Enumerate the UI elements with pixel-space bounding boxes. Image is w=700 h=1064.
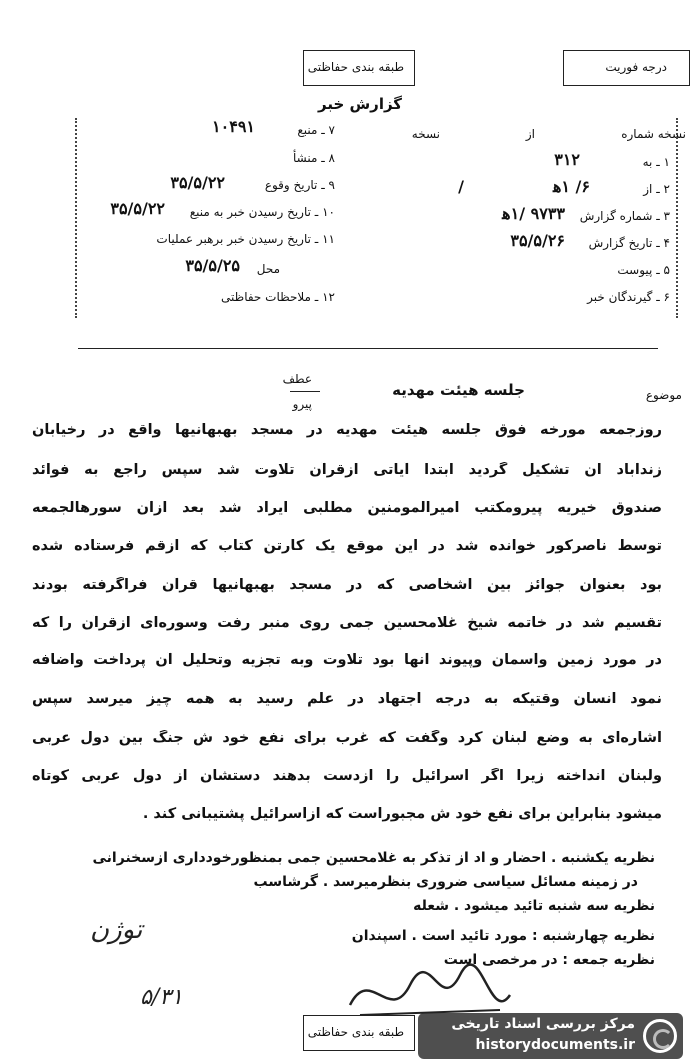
subject-label: موضوع [645, 388, 682, 402]
note-line: نظریه سه شنبه تائید میشود . شعله [413, 898, 655, 914]
field-origin-label: ۸ ـ منشأ [292, 151, 335, 165]
field-occurrence-date-value: ۳۵/۵/۲۲ [170, 173, 225, 192]
note-line: در زمینه مسائل سیاسی ضروری بنظرمیرسد . گرشاسب [253, 874, 638, 890]
reference-atf-label: عطف [282, 372, 312, 386]
copy-of-label: از [525, 127, 535, 141]
body-line: در مورد زمین وآسمان وپیوند آنها بود تلاوت وبه تجزیه وتحلیل آن پرداخت واضافه [32, 652, 662, 668]
field-source-arrival-value: ۳۵/۵/۲۲ [110, 199, 165, 218]
archive-logo-icon [643, 1019, 677, 1053]
field-security-notes-label: ۱۲ ـ ملاحظات حفاظتی [221, 290, 335, 304]
body-line: نمود انسان وقتیکه به درجه اجتهاد در علم رسید به همه چیز میرسد سپس [32, 691, 662, 707]
body-line: روزجمعه مورخه فوق جلسه هیئت مهدیه در مسجد بهبهانیها واقع در رخیابان [32, 422, 662, 438]
copy-label: نسخه [411, 127, 440, 141]
field-to-label: ۱ ـ به [642, 155, 670, 169]
handwritten-signature: تو‌ژن [90, 915, 143, 945]
note-line: نظریه یکشنبه . احضار و اد از تذکر به غلامحسین جمی بمنظورخودداری ازسخنرانی [92, 850, 655, 866]
handwritten-number: ۵/۳۱ [140, 985, 183, 1010]
body-line: تقسیم شد در خاتمه شیخ غلامحسین جمی روی منبر رفت وسوره‌ای ازقرآن را که [32, 615, 662, 631]
body-line: اشاره‌ای به وضع لبنان کرد وگفت که غرب برای نفع خود ش جنگ بین دول عربی [32, 730, 662, 746]
field-from-label: ۲ ـ از [643, 182, 670, 196]
field-recipients-label: ۶ ـ گیرندگان خبر [587, 290, 670, 304]
field-operations-arrival-label: ۱۱ ـ تاریخ رسیدن خبر برهبر عملیات [156, 232, 335, 246]
body-line: بود بعنوان جوائز بین اشخاصی که در مسجد بهبهانیها قرآن فراگرفته بودند [32, 577, 662, 593]
classification-label: طبقه بندی حفاظتی [307, 60, 404, 74]
body-line: میشود بنابراین برای نفع خود ش مجبوراست که ازاسرائیل پشتیبانی کند . [142, 806, 662, 822]
field-attachment-label: ۵ ـ پیوست [617, 263, 670, 277]
header-divider [78, 348, 658, 349]
body-line: زندآباد ان تشکیل گردید ابتدا آیاتی ازقرآن تلاوت شد سپس راجع به فوائد [32, 462, 662, 478]
field-location-label: محل [256, 262, 280, 276]
field-occurrence-date-label: ۹ ـ تاریخ وقوع [264, 178, 335, 192]
body-line: ولبنان انداخته زیرا اگر اسرائیل را ازدست بدهند دستشان از دول عربی کوتاه [32, 768, 662, 784]
watermark-badge [418, 1013, 683, 1059]
subject-divider [290, 391, 320, 392]
classification-box [303, 50, 415, 86]
note-line: نظریه چهارشنبه : مورد تائید است . اسپندان [351, 928, 655, 944]
urgency-box [563, 50, 690, 86]
reference-peyro-label: پیرو [292, 397, 312, 411]
field-report-date-label: ۴ ـ تاریخ گزارش [588, 236, 670, 250]
bottom-classification-box [303, 1015, 415, 1051]
field-from-slash: / [458, 177, 465, 196]
subject-value: جلسه هیئت مهدیه [392, 381, 525, 399]
dotted-separator-left [75, 118, 77, 318]
report-title: گزارش خبر [318, 95, 403, 113]
field-source-value: ۱۰۴۹۱ [212, 117, 255, 136]
copy-number-label: نسخه شماره [621, 127, 686, 141]
field-to-value: ۳۱۲ [554, 150, 580, 169]
body-line: صندوق خیریه پیرومکتب امیرالمومنین مطلبی ایراد شد بعد ازآن سورهالجمعه [32, 500, 662, 516]
field-from-value: ۶/ ۱ه‍ [552, 177, 590, 196]
watermark-url: historydocuments.ir [475, 1037, 635, 1053]
urgency-label: درجه فوریت [605, 60, 667, 74]
field-report-number-value: ۹۷۳۳ /۱ه‍ [502, 204, 565, 223]
field-source-label: ۷ ـ منبع [297, 123, 335, 137]
dotted-separator-right [676, 118, 678, 318]
field-source-arrival-label: ۱۰ ـ تاریخ رسیدن خبر به منبع [189, 205, 335, 219]
body-line: توسط ناصرکور خوانده شد در این موقع یک کارتن کتاب که ازقم فرستاده شده [32, 538, 662, 554]
note-line: نظریه جمعه : در مرخصی است [443, 952, 655, 968]
bottom-classification-label: طبقه بندی حفاظتی [307, 1025, 404, 1039]
field-report-number-label: ۳ ـ شماره گزارش [579, 209, 670, 223]
field-location-value: ۳۵/۵/۲۵ [185, 256, 240, 275]
watermark-persian: مرکز بررسی اسناد تاریخی [451, 1016, 635, 1032]
field-report-date-value: ۳۵/۵/۲۶ [510, 231, 565, 250]
